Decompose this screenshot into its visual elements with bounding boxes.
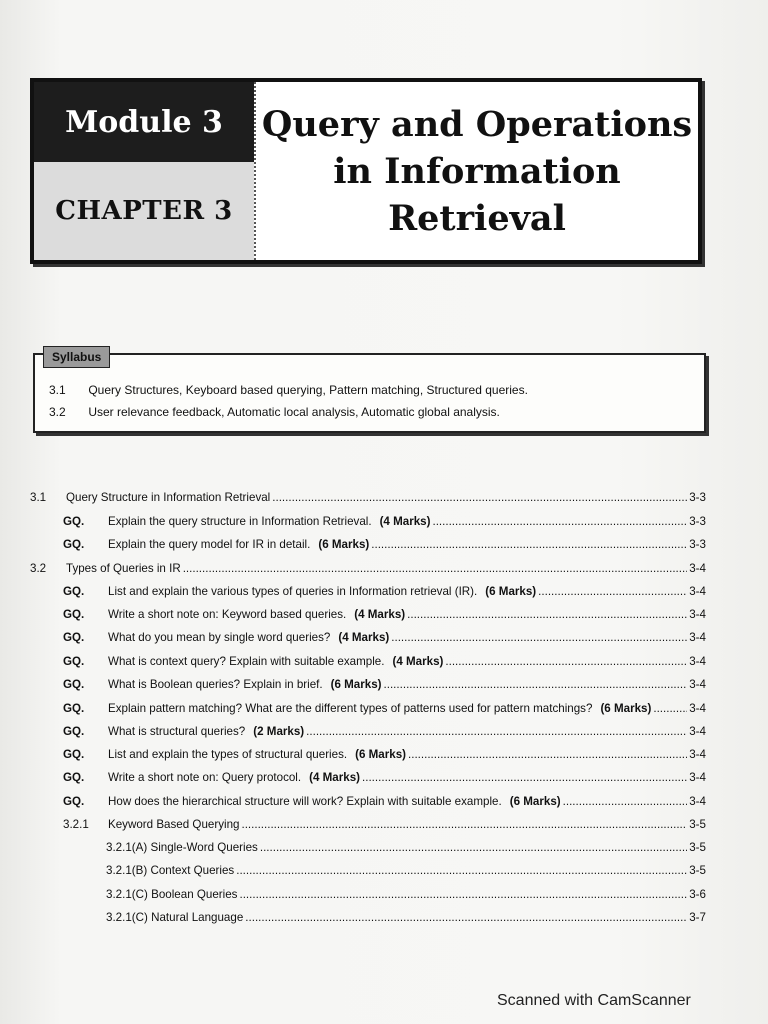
module-label: Module 3 [65,104,223,140]
contents-page-number: 3-7 [689,911,706,924]
contents-text: Explain the query model for IR in detail. [108,538,311,551]
leader-dots [241,818,687,831]
leader-dots [371,538,687,551]
contents-page-number: 3-5 [689,818,706,831]
contents-text: What is context query? Explain with suitable example. [108,655,385,668]
contents-page-number: 3-4 [689,771,706,784]
chapter-title [262,101,692,242]
syllabus-item-text: Query Structures, Keyboard based querying, Pattern matching, Structured queries. [88,383,528,397]
leader-dots [236,864,687,877]
contents-page-number: 3-5 [689,841,706,854]
chapter-label: CHAPTER 3 [55,196,233,226]
contents-page-number: 3-4 [689,702,706,715]
contents-text: 3.2.1(C) Boolean Queries [106,888,238,901]
contents-row [106,911,706,927]
contents-row [30,491,706,507]
contents-text: Types of Queries in IR [66,562,181,575]
contents-text: Write a short note on: Query protocol. [108,771,302,784]
contents-row [63,585,706,601]
syllabus-label: Syllabus [43,346,110,368]
chapter-label-box [34,162,254,260]
contents-marks: (6 Marks) [355,748,406,761]
contents-row [63,678,706,694]
contents-text: 3.2.1(B) Context Queries [106,864,235,877]
contents-page-number: 3-4 [689,562,706,575]
contents-row [63,515,706,531]
syllabus-item-number: 3.2 [49,405,66,419]
leader-dots [445,655,687,668]
contents-code: 3.1 [30,491,47,504]
contents-page-number: 3-4 [689,608,706,621]
chapter-title-line-2: in Information [333,150,621,192]
contents-marks: (6 Marks) [318,538,370,551]
contents-row [63,771,706,787]
contents-row [63,702,706,718]
contents-page-number: 3-4 [689,795,706,808]
contents-marks: (4 Marks) [392,655,444,668]
leader-dots [653,702,687,715]
contents-page-number: 3-4 [689,655,706,668]
leader-dots [362,771,687,784]
contents-page-number: 3-4 [689,585,706,598]
contents-page-number: 3-3 [689,538,706,551]
contents-code: 3.2.1 [63,818,89,831]
chapter-title-line-1: Query and Operations [261,103,693,145]
contents-code: 3.2 [30,562,47,575]
leader-dots [183,562,688,575]
contents-page-number: 3-4 [689,725,706,738]
contents-code: GQ. [63,538,85,551]
contents-code: GQ. [63,771,85,784]
contents-text: List and explain the types of structural queries. [108,748,348,761]
contents-text: How does the hierarchical structure will work? Explain with suitable example. [108,795,502,808]
contents-text: 3.2.1(A) Single-Word Queries [106,841,258,854]
contents-text: Explain pattern matching? What are the different types of patterns used for pattern matchings? [108,702,593,715]
contents-row [63,818,706,834]
leader-dots [384,678,688,691]
contents-marks: (6 Marks) [509,795,561,808]
contents-text: What is structural queries? [108,725,246,738]
leader-dots [408,748,687,761]
contents-code: GQ. [63,725,85,738]
contents-row [63,748,706,764]
leader-dots [245,911,687,924]
syllabus-item [49,405,500,419]
contents-page-number: 3-3 [689,515,706,528]
leader-dots [239,888,687,901]
contents-code: GQ. [63,585,85,598]
contents-marks: (4 Marks) [309,771,361,784]
contents-code: GQ. [63,608,85,621]
contents-marks: (2 Marks) [253,725,305,738]
contents-row [106,864,706,880]
contents-text: Explain the query structure in Information Retrieval. [108,515,372,528]
contents-code: GQ. [63,795,85,808]
contents-row [63,655,706,671]
contents-text: 3.2.1(C) Natural Language [106,911,244,924]
contents-code: GQ. [63,631,85,644]
syllabus-item-text: User relevance feedback, Automatic local analysis, Automatic global analysis. [88,405,500,419]
contents-row [63,608,706,624]
module-label-box [34,82,254,162]
contents-row [30,562,706,578]
contents-page-number: 3-4 [689,748,706,761]
contents-code: GQ. [63,702,85,715]
contents-text: What do you mean by single word queries? [108,631,331,644]
chapter-title-box [254,82,698,260]
contents-code: GQ. [63,678,85,691]
contents-marks: (6 Marks) [330,678,382,691]
contents-marks: (4 Marks) [354,608,406,621]
contents-row [63,631,706,647]
leader-dots [272,491,687,504]
leader-dots [563,795,688,808]
contents-marks: (6 Marks) [485,585,537,598]
syllabus-item-number: 3.1 [49,383,66,397]
contents-row [63,795,706,811]
contents-row [63,538,706,554]
contents-text: List and explain the various types of queries in Information retrieval (IR). [108,585,478,598]
contents-page-number: 3-5 [689,864,706,877]
scanner-watermark: Scanned with CamScanner [497,992,691,1009]
contents-page-number: 3-4 [689,678,706,691]
contents-marks: (4 Marks) [338,631,390,644]
contents-code: GQ. [63,515,85,528]
contents-text: Write a short note on: Keyword based queries. [108,608,347,621]
contents-code: GQ. [63,748,85,761]
contents-page-number: 3-4 [689,631,706,644]
leader-dots [407,608,687,621]
contents-page-number: 3-3 [689,491,706,504]
leader-dots [432,515,687,528]
leader-dots [538,585,687,598]
contents-code: GQ. [63,655,85,668]
contents-text: What is Boolean queries? Explain in brief. [108,678,323,691]
syllabus-item [49,383,528,397]
syllabus-box [33,350,706,433]
chapter-header [30,78,702,264]
contents-marks: (4 Marks) [379,515,431,528]
contents-marks: (6 Marks) [600,702,652,715]
contents-row [106,841,706,857]
contents-page-number: 3-6 [689,888,706,901]
chapter-title-line-3: Retrieval [388,197,566,239]
leader-dots [391,631,687,644]
leader-dots [306,725,687,738]
contents-row [63,725,706,741]
leader-dots [260,841,687,854]
contents-row [106,888,706,904]
contents-text: Keyword Based Querying [108,818,240,831]
contents-text: Query Structure in Information Retrieval [66,491,271,504]
